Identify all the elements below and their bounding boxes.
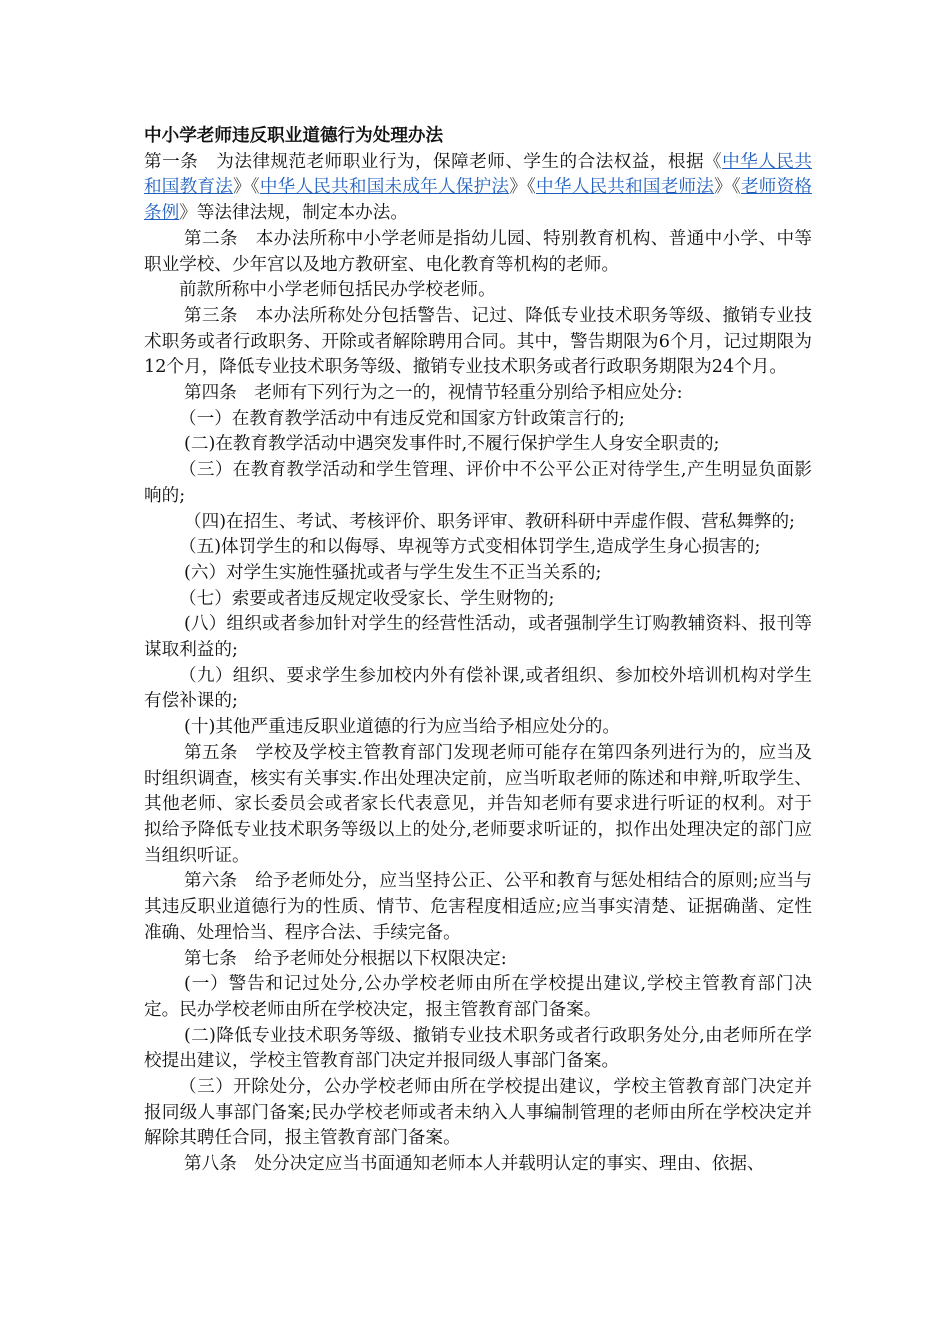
list-item: (八）组织或者参加针对学生的经营性活动，或者强制学生订购教辅资料、报刊等谋取利益的;	[144, 614, 812, 661]
list-item: (二)降低专业技术职务等级、撤销专业技术职务或者行政职务处分,由老师所在学校提出建议，学校主管教育部门决定并报同级人事部门备案。	[144, 1025, 812, 1072]
article-7: 第七条 给予老师处分根据以下权限决定:	[184, 948, 507, 969]
link-teacher-qualification-regulation[interactable]: 老师资格条例	[144, 177, 812, 224]
link-minor-protection-law[interactable]: 中华人民共和国未成年人保护法	[259, 177, 510, 198]
article-8: 第八条 处分决定应当书面通知老师本人并载明认定的事实、理由、依据、	[184, 1154, 765, 1175]
article-3: 第三条 本办法所称处分包括警告、记过、降低专业技术职务等级、撤销专业技术职务或者行政职务、开除或者解除聘用合同。其中，警告期限为6个月，记过期限为12个月，降低专业技术职务等级、撤销专业技术职务或者行政职务期限为24个月。	[144, 305, 812, 378]
article-4: 第四条 老师有下列行为之一的，视情节轻重分别给予相应处分:	[184, 383, 683, 404]
link-education-law[interactable]: 中华人民共和国教育法	[144, 151, 812, 198]
list-item: (十)其他严重违反职业道德的行为应当给予相应处分的。	[184, 717, 620, 738]
document-body	[144, 124, 812, 1178]
article-1	[144, 150, 812, 227]
article-1-text: 第一条 为法律规范老师职业行为，保障老师、学生的合法权益，根据《	[144, 151, 723, 172]
bracket-text: 》《	[509, 177, 537, 198]
bracket-text: 》《	[714, 177, 741, 198]
list-item: (六）对学生实施性骚扰或者与学生发生不正当关系的;	[184, 562, 602, 583]
list-item: （三）开除处分，公办学校老师由所在学校提出建议，学校主管教育部门决定并报同级人事部门备案;民办学校老师或者未纳入人事编制管理的老师由所在学校决定并解除其聘任合同，报主管教育部门备案。	[144, 1077, 812, 1149]
document-title: 中小学老师违反职业道德行为处理办法	[144, 126, 444, 146]
article-1-end: 》等法律法规，制定本办法。	[179, 203, 408, 224]
list-item: （五)体罚学生的和以侮辱、卑视等方式变相体罚学生,造成学生身心损害的;	[179, 537, 761, 558]
article-2: 第二条 本办法所称中小学老师是指幼儿园、特别教育机构、普通中小学、中等职业学校、少年宫以及地方教研室、电化教育等机构的老师。	[144, 228, 812, 275]
article-5: 第五条 学校及学校主管教育部门发现老师可能存在第四条列进行为的，应当及时组织调查，核实有关事实.作出处理决定前，应当听取老师的陈述和申辩,听取学生、其他老师、家长委员会或者家长代表意见，并告知老师有要求进行听证的权利。对于拟给予降低专业技术职务等级以上的处分,老师要求听证的，拟作出处理决定的部门应当组织听证。	[144, 742, 812, 866]
list-item: （一）在教育教学活动中有违反党和国家方针政策言行的;	[179, 408, 625, 429]
article-6: 第六条 给予老师处分，应当坚持公正、公平和教育与惩处相结合的原则;应当与其违反职业道德行为的性质、情节、危害程度相适应;应当事实清楚、证据确凿、定性准确、处理恰当、程序合法、手续完备。	[144, 871, 812, 943]
list-item: (一）警告和记过处分,公办学校老师由所在学校提出建议,学校主管教育部门决定。民办学校老师由所在学校决定，报主管教育部门备案。	[144, 974, 812, 1020]
list-item: （四)在招生、考试、考核评价、职务评审、教研科研中弄虚作假、营私舞弊的;	[184, 511, 795, 532]
list-item: （七）索要或者违反规定收受家长、学生财物的;	[179, 588, 555, 609]
bracket-text: 》《	[233, 177, 260, 198]
list-item: (二)在教育教学活动中遇突发事件时,不履行保护学生人身安全职责的;	[184, 434, 720, 455]
paragraph: 前款所称中小学老师包括民办学校老师。	[179, 280, 496, 301]
list-item: （三）在教育教学活动和学生管理、评价中不公平公正对待学生,产生明显负面影响的;	[144, 460, 812, 506]
list-item: （九）组织、要求学生参加校内外有偿补课,或者组织、参加校外培训机构对学生有偿补课的;	[144, 665, 812, 712]
link-teacher-law[interactable]: 中华人民共和国老师法	[536, 177, 715, 198]
